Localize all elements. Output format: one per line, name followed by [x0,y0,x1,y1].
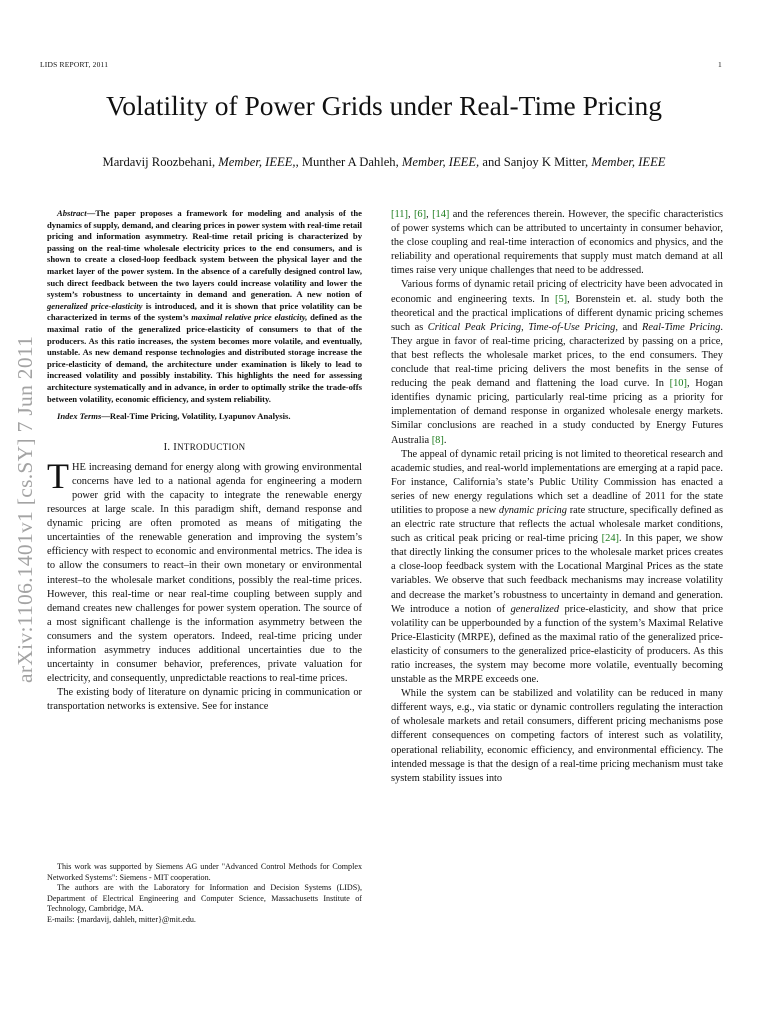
intro-text: HE increasing demand for energy along with growing environmental concerns have led to a national agenda for engineering a modern power grid with the capacity to integrate the renewable energy resources at large scale. In this paradigm shift, demand response and dynamic pricing are often promoted as means of mitigating the uncertainties of the renewable generation and improving the system’s efficiency with respect to economic and environmental metrics. The idea is to allow the consumers to react–in their own monetary or environmental interest–to the wholesale market conditions, possibly the real-time prices. However, this real-time or near real-time coupling between supply and demand creates new challenges for power system operation. The source of a most significant challenge is the information asymmetry between the consumers and the system operators. Indeed, real-time pricing under information asymmetry induces additional uncertainties due to the uncertainty in consumer behavior, preferences, private valuation for electricity, and consequently, unpredictable reactions to real-time prices. [47,461,362,685]
body-paragraph: Various forms of dynamic retail pricing of electricity have been advocated in economic and engineering texts. In [5], Borenstein et. al. study both the theoretical and the practical implications of different dynamic pricing schemes such as Critical Peak Pricing, Time-of-Use Pricing, and Real-Time Pricing. They argue in favor of real-time pricing, characterized by passing on a price, that best reflects the wholesale market prices, to the end consumers. They conclude that real-time pricing delivers the most benefits in the sense of reducing the peak demand and flattening the load curve. In [10], Hogan identifies dynamic pricing, particularly real-time pricing as a priority for implementation of demand response in organized wholesale energy markets. Similar conclusions are reached in a study conducted by Energy Futures Australia [8]. [391,279,723,446]
body-text: The appeal of dynamic retail pricing is not limited to theoretical research and academic studies, and real-world implementations are emerging at a rapid pace. For instance, California’s state’s Public Utility Commission has enacted a series of new energy regulations which set a deadline of 2011 for the state utilities to propose a new [391,448,723,516]
body-text: Various forms of dynamic retail pricing of electricity have been advocated in economic and engineering texts. In [391,279,723,305]
author-affiliation: Member, IEEE, [218,155,296,169]
right-column [391,208,723,786]
author-affiliation: Member, IEEE [591,155,666,169]
author-name: Sanjoy K Mitter, [503,155,592,169]
citation-link[interactable]: [24] [601,533,619,545]
citation-link[interactable]: [10] [669,378,687,390]
drop-cap: T [47,455,69,496]
intro-paragraph: The existing body of literature on dynamic pricing in communication or transportation networks is extensive. See for instance [47,687,362,713]
paper-title: Volatility of Power Grids under Real-Time Pricing [105,90,663,121]
footnote-funding: This work was supported by Siemens AG under "Advanced Control Methods for Complex Networked Systems": Siemens - MIT cooperation. [47,862,362,882]
index-terms-dash: — [101,411,110,422]
citation-link[interactable]: [6] [413,209,427,220]
body-text: , Borenstein et. al. study both the theoretical and the practical implications of different dynamic pricing schemes such as [391,293,723,333]
abstract-label: Abstract [57,208,87,218]
abstract-text: The paper proposes a framework for modeling and analysis of the dynamics of supply, demand, and clearing prices in power system with real-time retail pricing and information asymmetry. Real-time retail pricing is characterized by passing on the real-time wholesale electricity prices to the end consumers, and is shown to create a closed-loop feedback system between the physical layer and the market layer of the power system. In the absence of a carefully designed control law, such direct feedback between the two layers could increase volatility and lower the system’s robustness to uncertainty in demand and generation. A new notion of [47,208,362,300]
index-terms-label: Index Terms [57,411,102,422]
section-title-rest: NTRODUCTION [177,441,246,452]
abstract-emphasis: maximal relative price elasticity, [191,312,308,323]
body-text: and the references therein. However, the specific characteristics of power systems which can be attributed to uncertainty in consumer behavior, the close coupling and real-time interaction of economics and physics, and the reliability and operational requirements that supply must match demand at all times raise very unique challenges that need to be addressed. [391,209,724,277]
index-terms [47,411,362,423]
section-title-first: I [173,441,178,453]
author-separator: and [479,155,504,169]
section-heading [47,440,362,455]
emphasis: Time-of-Use Pricing [528,321,616,333]
author-separator: , [295,155,302,169]
body-text: rate structure, specifically defined as an electric rate structure that reflects the actual wholesale market conditions, such as critical peak pricing or real-time pricing [391,504,723,545]
citation-link[interactable]: [11] [391,209,408,220]
abstract-emphasis: generalized price-elasticity [47,300,143,311]
arxiv-identifier-stamp[interactable]: arXiv:1106.1401v1 [cs.SY] 7 Jun 2011 [13,335,37,683]
index-terms-text: Real-Time Pricing, Volatility, Lyapunov Analysis. [109,411,291,422]
citation-link[interactable]: [14] [432,209,450,220]
body-paragraph [391,448,723,688]
footnote-emails: E-mails: {mardavij, dahleh, mitter}@mit.edu. [47,914,196,924]
abstract-text: defined as the maximal ratio of the generalized price-elasticity of consumers to that of the producers. As this ratio increases, the system becomes more volatile, and eventually, unstable. As new demand response technologies and distributed storage increase the price-elasticity of demand, the architecture under examination is likely to lead to increased volatility and possibly instability. This highlights the need for assessing architecture systematically and in advance, in order to optimally strike the trade-offs between volatility, economic efficiency, and system reliability. [47,312,362,404]
author-name: Mardavij Roozbehani, [102,155,219,169]
intro-paragraph [47,455,362,687]
running-head-left: LIDS REPORT, 2011 [40,60,109,69]
abstract [47,208,362,405]
body-paragraph: While the system can be stabilized and volatility can be reduced in many different ways, e.g., via static or dynamic controllers regulating the interaction of wholesale markets and retail consumers, different pricing mechanisms pose different consequences on competing factors of interest such as volatility, operational reliability, economic efficiency, and environmental efficiency. The intended message is that the design of a real-time pricing mechanism must take system stability issues into [391,688,723,784]
abstract-text: is introduced, and it is shown that price volatility can be characterized in terms of the system’s [47,300,362,323]
author-affiliation: Member, IEEE, [401,155,480,169]
emphasis: generalized [510,603,560,615]
emphasis: Critical Peak Pricing [427,321,522,333]
left-column [47,208,362,714]
footnote-affiliation: The authors are with the Laboratory for Information and Decision Systems (LIDS), Department of Electrical Engineering and Computer Science, Massachusetts Institute of Technology, Cambridge, MA. [47,883,362,913]
citation-link[interactable]: [8] [431,434,444,446]
page-number: 1 [718,60,722,69]
emphasis: Real-Time Pricing [641,321,721,333]
body-paragraph: [11], [6], [14] and the references therein. However, the specific characteristics of power systems which can be attributed to uncertainty in consumer behavior, the close coupling and real-time interaction of economics and physics, and the reliability and operational requirements that supply must match demand at all times raise very unique challenges that need to be addressed. [391,209,724,277]
author-line [0,155,768,170]
body-text: , Hogan identifies dynamic pricing, particularly real-time pricing as a priority for implementation of demand response in organized wholesale energy markets. Similar conclusions are reached in a study conducted by Energy Futures Australia [391,378,723,446]
section-number: I. [163,441,174,453]
citation-link[interactable]: [5] [554,293,568,305]
footnotes [47,862,362,925]
body-text: . They argue in favor of real-time pricing, characterized by passing on a price, that best reflects the wholesale market prices, to the end consumers. They conclude that real-time pricing delivers the most benefits in the sense of reducing the peak demand and flattening the load curve. In [391,321,723,390]
author-name: Munther A Dahleh, [301,155,402,169]
body-text: . In this paper, we show that directly linking the consumer prices to the wholesale market prices creates a close-loop feedback system with the Locational Marginal Prices as the state variables. We observe that such feedback mechanisms may increase volatility and decrease the market’s robustness to uncertainty in demand and generation. We introduce a notion of [391,533,723,615]
body-text: price-elasticity, and show that price volatility can be upperbounded by a function of the system’s Maximal Relative Price-Elasticity (MRPE), defined as the maximal ratio of the generalized price-elasticity of consumers to the generalized price-elasticity of producers. As this ratio increases, the system may become more volatile, eventually becoming unstable as the MRPE exceeds one. [391,603,723,686]
abstract-dash: — [86,208,96,218]
emphasis: dynamic pricing [498,504,567,516]
